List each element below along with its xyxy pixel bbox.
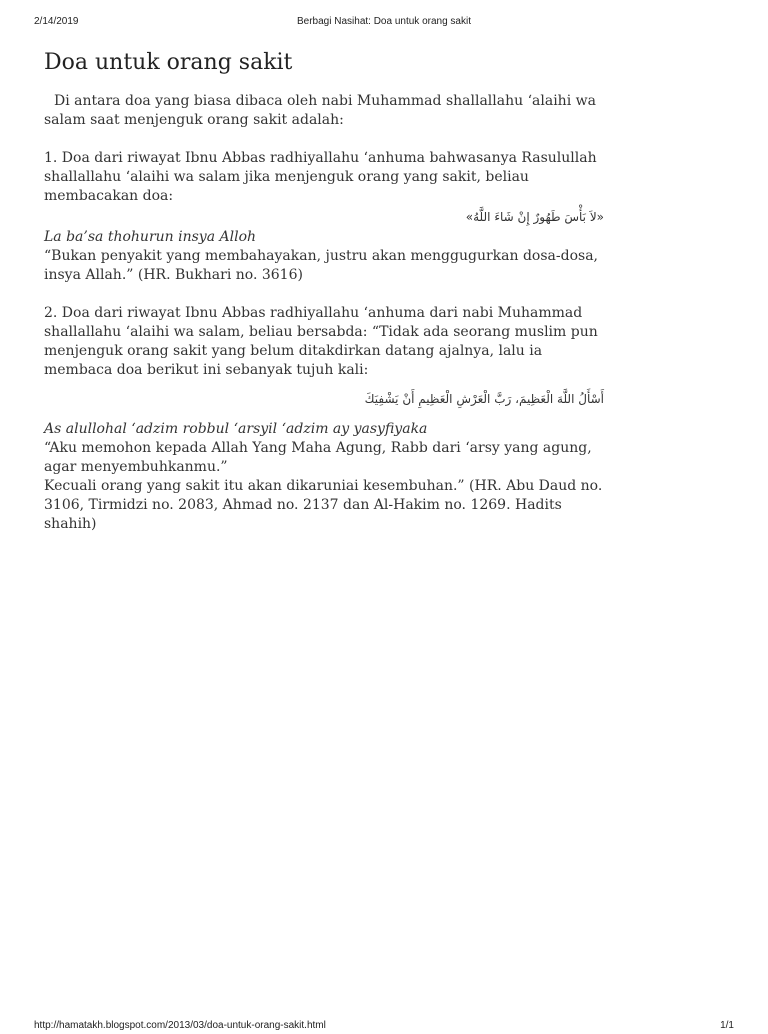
spacer — [44, 285, 604, 304]
print-page-title: Berbagi Nasihat: Doa untuk orang sakit — [297, 16, 471, 27]
doa2-closing: Kecuali orang yang sakit itu akan dikaruniai kesembuhan.” (HR. Abu Daud no. 3106, Tirmidzi no. 2083, Ahmad no. 2137 dan Al-Hakim no. 1269. Hadits shahih) — [44, 478, 603, 532]
doa2-translation: “Aku memohon kepada Allah Yang Maha Agung, Rabb dari ‘arsy yang agung, agar menyembuhkanmu.” — [44, 440, 592, 475]
doa2-arabic: أَسْأَلُ اللَّهَ الْعَظِيمَ، رَبَّ الْعَرْشِ الْعَظِيمِ أَنْ يَشْفِيَكَ — [364, 392, 604, 406]
page-number: 1/1 — [720, 1020, 734, 1031]
doa1-translation: “Bukan penyakit yang membahayakan, justru akan menggugurkan dosa-dosa, insya Allah.” (HR. Bukhari no. 3616) — [44, 248, 598, 283]
doa2-transliteration: As alullohal ‘adzim robbul ‘arsyil ‘adzim ay yasyfiyaka — [44, 421, 428, 437]
doa1-description: 1. Doa dari riwayat Ibnu Abbas radhiyallahu ‘anhuma bahwasanya Rasulullah shallallahu ‘alaihi wa salam jika menjenguk orang yang sakit, beliau membacakan doa: — [44, 150, 597, 204]
doa1-arabic: «لاَ بَأْسَ طَهُورٌ إِنْ شَاءَ اللَّهُ» — [465, 210, 604, 224]
print-footer — [34, 1020, 734, 1034]
doa2-description: 2. Doa dari riwayat Ibnu Abbas radhiyallahu ‘anhuma dari nabi Muhammad shallallahu ‘alaihi wa salam, beliau bersabda: “Tidak ada seorang muslim pun menjenguk orang sakit yang belum ditakdirkan datang ajalnya, lalu ia membaca doa berikut ini sebanyak tujuh kali: — [44, 305, 598, 378]
post-title: Doa untuk orang sakit — [44, 50, 293, 75]
spacer — [44, 130, 604, 149]
print-url: http://hamatakh.blogspot.com/2013/03/doa-untuk-orang-sakit.html — [34, 1020, 326, 1031]
intro-paragraph: Di antara doa yang biasa dibaca oleh nabi Muhammad shallallahu ‘alaihi wa salam saat menjenguk orang sakit adalah: — [44, 93, 596, 128]
doa1-transliteration: La ba’sa thohurun insya Alloh — [44, 229, 257, 245]
print-header — [34, 16, 734, 30]
post-body — [44, 48, 604, 534]
print-date: 2/14/2019 — [34, 16, 79, 27]
